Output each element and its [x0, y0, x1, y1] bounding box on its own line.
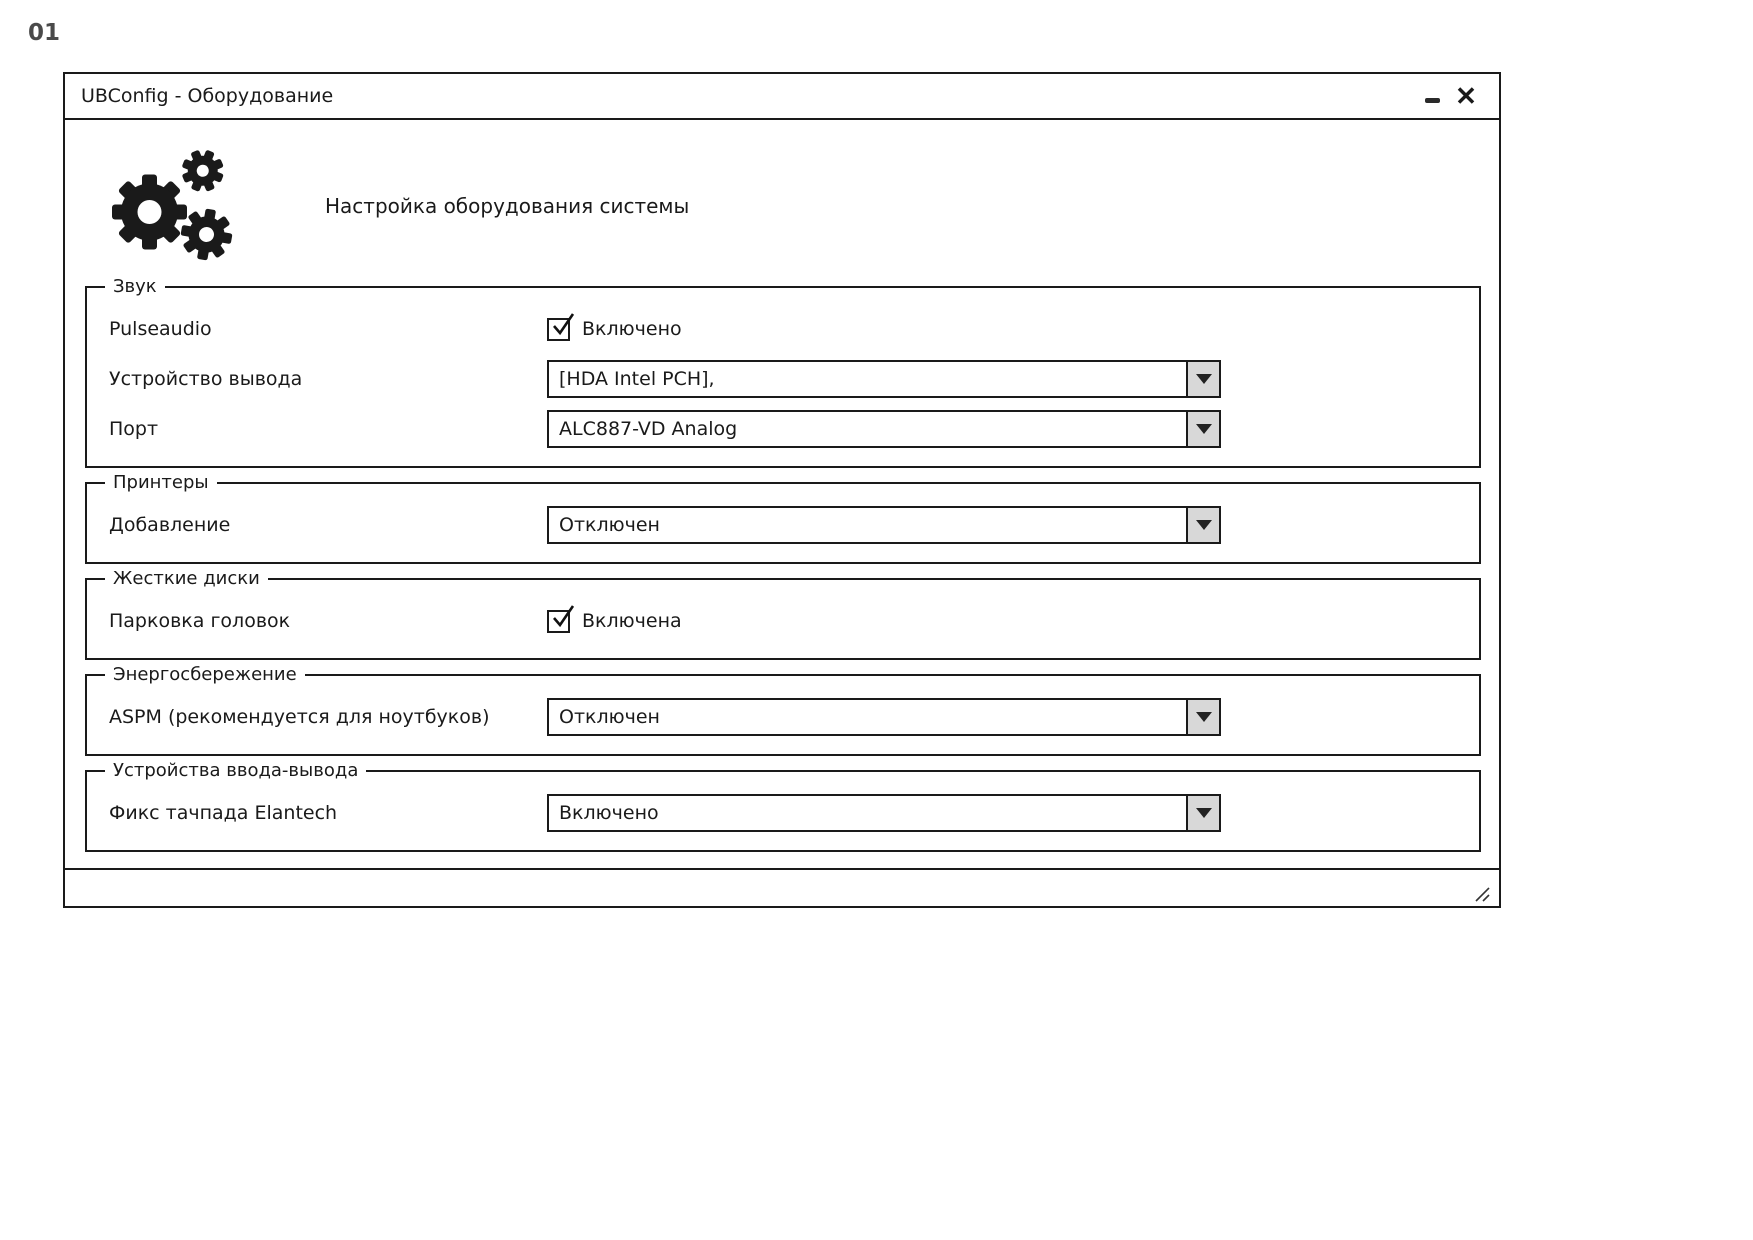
row-aspm — [109, 698, 1461, 736]
chevron-down-icon — [1196, 712, 1212, 722]
printer-adding-label: Добавление — [109, 514, 231, 536]
chevron-down-icon — [1196, 374, 1212, 384]
chevron-down-icon — [1196, 424, 1212, 434]
close-icon: ✕ — [1455, 81, 1477, 111]
pulseaudio-checkbox[interactable] — [547, 318, 682, 341]
group-printers-legend: Принтеры — [105, 472, 217, 494]
output-device-select[interactable] — [547, 360, 1221, 398]
check-icon — [550, 604, 576, 630]
group-power-saving-legend: Энергосбережение — [105, 664, 305, 686]
touchpad-fix-select[interactable] — [547, 794, 1221, 832]
output-device-value: [HDA Intel PCH], — [559, 368, 715, 390]
gears-icon — [107, 146, 237, 266]
head-parking-checkbox[interactable] — [547, 610, 682, 633]
page-index-label: 01 — [28, 20, 61, 46]
touchpad-fix-dropdown-button[interactable] — [1186, 796, 1219, 830]
touchpad-fix-label: Фикс тачпада Elantech — [109, 802, 338, 824]
pulseaudio-state-label: Включено — [582, 318, 682, 340]
hardware-header — [65, 120, 1499, 286]
group-power-saving — [85, 664, 1481, 756]
row-port — [109, 410, 1461, 448]
group-sound-legend: Звук — [105, 276, 165, 298]
window-title: UBConfig - Оборудование — [81, 85, 334, 107]
checkbox-box — [547, 610, 570, 633]
window-titlebar — [65, 74, 1499, 120]
output-device-label: Устройство вывода — [109, 368, 303, 390]
port-select[interactable] — [547, 410, 1221, 448]
aspm-value: Отключен — [559, 706, 660, 728]
head-parking-state-label: Включена — [582, 610, 682, 632]
status-bar — [65, 868, 1499, 906]
row-head-parking — [109, 602, 1461, 640]
head-parking-label: Парковка головок — [109, 610, 291, 632]
chevron-down-icon — [1196, 520, 1212, 530]
checkbox-box — [547, 318, 570, 341]
touchpad-fix-value: Включено — [559, 802, 659, 824]
group-io-devices — [85, 760, 1481, 852]
aspm-select[interactable] — [547, 698, 1221, 736]
group-hard-disks-legend: Жесткие диски — [105, 568, 268, 590]
check-icon — [550, 312, 576, 338]
port-dropdown-button[interactable] — [1186, 412, 1219, 446]
row-printer-adding — [109, 506, 1461, 544]
minimize-button[interactable] — [1415, 79, 1449, 113]
chevron-down-icon — [1196, 808, 1212, 818]
close-button[interactable] — [1449, 79, 1483, 113]
group-io-devices-legend: Устройства ввода-вывода — [105, 760, 366, 782]
group-hard-disks — [85, 568, 1481, 660]
aspm-label: ASPM (рекомендуется для ноутбуков) — [109, 706, 490, 728]
group-printers — [85, 472, 1481, 564]
printer-adding-dropdown-button[interactable] — [1186, 508, 1219, 542]
group-sound — [85, 276, 1481, 468]
aspm-dropdown-button[interactable] — [1186, 700, 1219, 734]
resize-grip[interactable] — [1471, 886, 1491, 902]
port-value: ALC887-VD Analog — [559, 418, 738, 440]
output-device-dropdown-button[interactable] — [1186, 362, 1219, 396]
printer-adding-select[interactable] — [547, 506, 1221, 544]
row-touchpad-fix — [109, 794, 1461, 832]
pulseaudio-label: Pulseaudio — [109, 318, 212, 340]
port-label: Порт — [109, 418, 159, 440]
settings-content — [65, 276, 1499, 852]
row-output-device — [109, 360, 1461, 398]
ubconfig-window — [63, 72, 1501, 908]
window-subtitle: Настройка оборудования системы — [325, 194, 690, 218]
minimize-icon — [1425, 98, 1440, 103]
row-pulseaudio — [109, 310, 1461, 348]
printer-adding-value: Отключен — [559, 514, 660, 536]
